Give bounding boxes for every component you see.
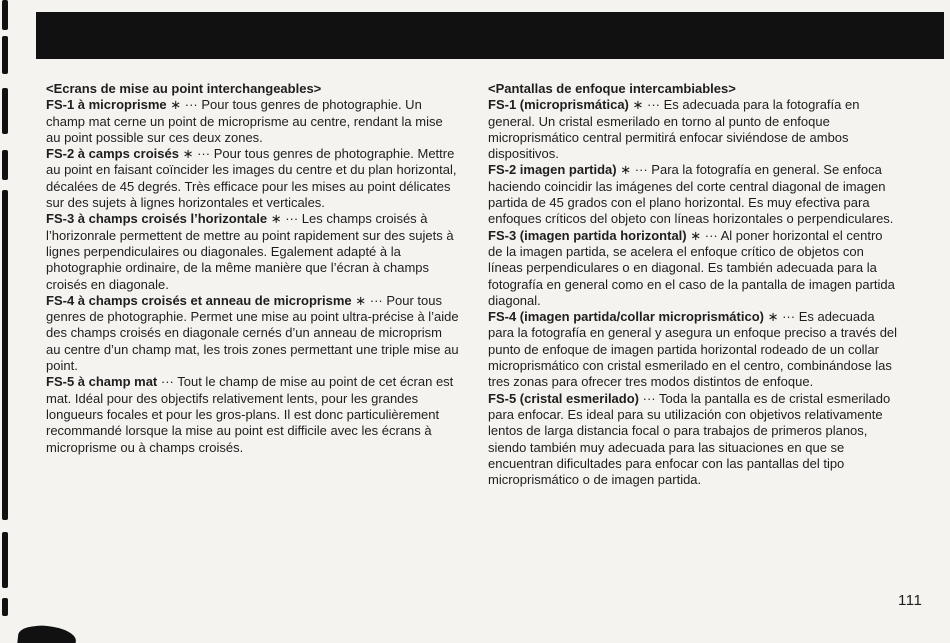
entry-text: Es adecuada para la fotografía en general. Un cristal esmerilado en torno al punto de enfoque microprismático central permitirá enfocar siviéndose de ambos dispositivos.	[488, 97, 860, 162]
edge-mark	[2, 36, 8, 74]
entry-marker: ∗ ···	[686, 227, 721, 243]
edge-mark	[2, 150, 8, 180]
screen-entry	[488, 228, 900, 309]
entry-text: Pour tous genres de photographie. Un champ mat cerne un point de microprisme au centre, rendant la mise au point possible sur ces deux zones.	[46, 97, 443, 145]
entry-text: Al poner horizontal el centro de la imagen partida, se acelera el enfoque crítico de objetos con líneas perpendiculares o en diagonal. Es también adecuada para la fotografía en general como en el caso de la pantalla de imagen partida diagonal.	[488, 227, 895, 308]
section-heading: <Ecrans de mise au point interchangeables>	[46, 81, 322, 96]
entry-text: Tout le champ de mise au point de cet écran est mat. Idéal pour des objectifs relativement lents, pour les grandes longueurs focales et pour les gros-plans. Il est donc particulièrement recommandé lorsque la mise au point est difficile avec les écrans à microprisme ou à champs croisés.	[46, 374, 454, 455]
section-heading: <Pantallas de enfoque intercambiables>	[488, 81, 736, 96]
entry-term: FS-4 (imagen partida/collar microprismático)	[488, 309, 764, 325]
binding-edge-marks	[0, 0, 12, 643]
entry-marker: ···	[639, 390, 659, 406]
entry-text: Es adecuada para la fotografía en general y asegura un enfoque preciso a través del punto de enfoque de imagen partida horizontal rodeado de un collar microprismático con cristal esmerilado en el centro, combinándose las tres zonas para ofrecer tres modos distintos de enfoque.	[488, 309, 898, 390]
edge-mark	[2, 190, 8, 520]
entry-marker: ∗ ···	[166, 97, 202, 113]
entry-text: Pour tous genres de photographie. Permet une mise au point ultra-précise à l’aide des champs croisés en diagonale cernés d’un anneau de microprism au centre d’un champ mat, les trois zones permettant une triple mise au point.	[46, 292, 459, 374]
entry-marker: ∗ ···	[178, 146, 214, 162]
corner-shadow	[17, 623, 77, 643]
screen-entry	[46, 293, 460, 374]
entry-term: FS-4 à champs croisés et anneau de microprisme	[46, 292, 352, 308]
entry-term: FS-5 à champ mat	[46, 374, 158, 390]
entry-text: Les champs croisés à l’horizonrale permettent de mettre au point rapidement sur des sujets à lignes perpendiculaires ou diagonales. Egalement adapté à la photographie ordinaire, de la même manière que l’écran à champs croisés en diagonale.	[46, 211, 454, 292]
entry-term: FS-5 (cristal esmerilado)	[488, 390, 639, 406]
entry-marker: ∗ ···	[763, 309, 799, 325]
screen-entry	[488, 309, 900, 390]
entry-marker: ∗ ···	[616, 162, 652, 178]
french-section	[46, 81, 460, 456]
edge-mark	[2, 598, 8, 616]
entry-text: Toda la pantalla es de cristal esmerilado para enfocar. Es ideal para su utilización con objetivos relativamente lentos de larga distancia focal o para trabajos de primeros planos, siendo también muy adecuada para las situaciones en que se encuentran dificultades para enfocar con las pantallas del tipo microprismático o de imagen partida.	[488, 390, 891, 488]
screen-entry	[46, 97, 460, 146]
entry-term: FS-2 à camps croisés	[46, 146, 179, 162]
entry-term: FS-1 à microprisme	[46, 97, 167, 113]
screen-entry	[488, 162, 900, 227]
entry-marker: ∗ ···	[267, 211, 302, 227]
screen-entry	[488, 391, 900, 489]
screen-entry	[46, 211, 460, 292]
header-band	[36, 12, 944, 59]
entry-term: FS-1 (microprismática)	[488, 97, 629, 113]
entry-marker: ∗ ···	[628, 97, 664, 113]
entry-term: FS-2 imagen partida)	[488, 162, 617, 178]
entry-term: FS-3 (imagen partida horizontal)	[488, 227, 687, 243]
entry-term: FS-3 à champs croisés l’horizontale	[46, 211, 268, 227]
spanish-section	[488, 81, 900, 488]
edge-mark	[2, 0, 8, 30]
screen-entry	[46, 374, 460, 455]
entry-text: Pour tous genres de photographie. Mettre au point en faisant coïncider les images du centre et du plan horizontal, décalées de 45 degrés. Très efficace pour les mises au point délicates sur des sujets à lignes horizontales et verticales.	[46, 146, 457, 211]
entry-text: Para la fotografía en general. Se enfoca haciendo coincidir las imágenes del corte central diagonal de imagen partida de 45 grados con el plano horizontal. Es muy efectiva para enfoques críticos del objeto con líneas horizontales o perpendiculares.	[488, 162, 894, 227]
screen-entry	[46, 146, 460, 211]
entry-marker: ···	[157, 374, 178, 390]
entry-marker: ∗ ···	[351, 292, 387, 308]
edge-mark	[2, 88, 8, 134]
page-number: 111	[898, 592, 923, 609]
screen-entry	[488, 97, 900, 162]
edge-mark	[2, 532, 8, 588]
